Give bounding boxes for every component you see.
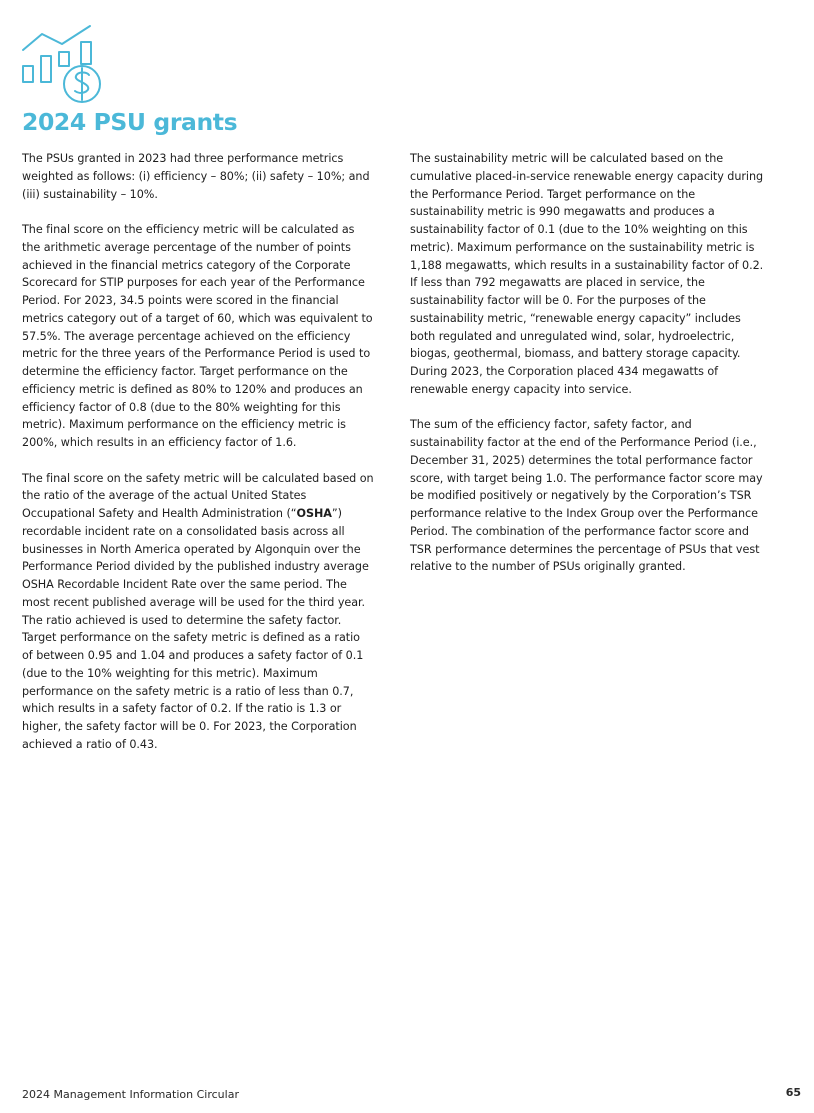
osha-term: OSHA (296, 507, 332, 520)
footer-document-name: 2024 Management Information Circular (22, 1088, 239, 1101)
footer-page-number: 65 (785, 1086, 801, 1099)
safety-text-start: The final score on the safety metric will be calculated based on the ratio of the average of the actual United States Occupational Safety and Health Administration (“ (22, 471, 374, 520)
page-title: 2024 PSU grants (22, 108, 238, 136)
left-column (22, 150, 374, 771)
growth-chart-dollar-icon (20, 22, 106, 106)
paragraph-performance-factor: The sum of the efficiency factor, safety factor, and sustainability factor at the end of the Performance Period (i.e., December 31, 2025) determines the total performance factor score, with target being 1.0. The performance factor score may be modified positively or negatively by the Corporation’s TSR performance relative to the Index Group over the Performance Period. The combination of the performance factor score and TSR performance determines the percentage of PSUs that vest relative to the number of PSUs originally granted. (410, 418, 763, 574)
paragraph-metrics-overview: The PSUs granted in 2023 had three performance metrics weighted as follows: (i) efficiency – 80%; (ii) safety – 10%; and (iii) sustainability – 10%. (22, 152, 370, 201)
right-column (410, 150, 766, 594)
paragraph-sustainability-metric: The sustainability metric will be calculated based on the cumulative placed-in-service renewable energy capacity during the Performance Period. Target performance on the sustainability metric is 990 megawatts and produces a sustainability factor of 0.1 (due to the 10% weighting on this metric). Maximum performance on the sustainability metric is 1,188 megawatts, which results in a sustainability factor of 0.2. If less than 792 megawatts are placed in service, the sustainability factor will be 0. For the purposes of the sustainability metric, “renewable energy capacity” includes both regulated and unregulated wind, solar, hydroelectric, biogas, geothermal, biomass, and battery storage capacity. During 2023, the Corporation placed 434 megawatts of renewable energy capacity into service. (410, 152, 764, 396)
paragraph-efficiency-metric: The final score on the efficiency metric will be calculated as the arithmetic average percentage of the number of points achieved in the financial metrics category of the Corporate Scorecard for STIP purposes for each year of the Performance Period. For 2023, 34.5 points were scored in the financial metrics category out of a target of 60, which was equivalent to 57.5%. The average percentage achieved on the efficiency metric for the three years of the Performance Period is used to determine the efficiency factor. Target performance on the efficiency metric is defined as 80% to 120% and produces an efficiency factor of 0.8 (due to the 80% weighting for this metric). Maximum performance on the efficiency metric is 200%, which results in an efficiency factor of 1.6. (22, 223, 373, 449)
safety-text-end: ”) recordable incident rate on a consolidated basis across all businesses in North America operated by Algonquin over the Performance Period divided by the published industry average OSHA Recordable Incident Rate over the same period. The most recent published average will be used for the third year. The ratio achieved is used to determine the safety factor. Target performance on the safety metric is defined as a ratio of between 0.95 and 1.04 and produces a safety factor of 0.1 (due to the 10% weighting for this metric). Maximum performance on the safety metric is a ratio of less than 0.7, which results in a safety factor of 0.2. If the ratio is 1.3 or higher, the safety factor will be 0. For 2023, the Corporation achieved a ratio of 0.43. (22, 507, 369, 751)
paragraph-safety-metric (22, 470, 374, 754)
